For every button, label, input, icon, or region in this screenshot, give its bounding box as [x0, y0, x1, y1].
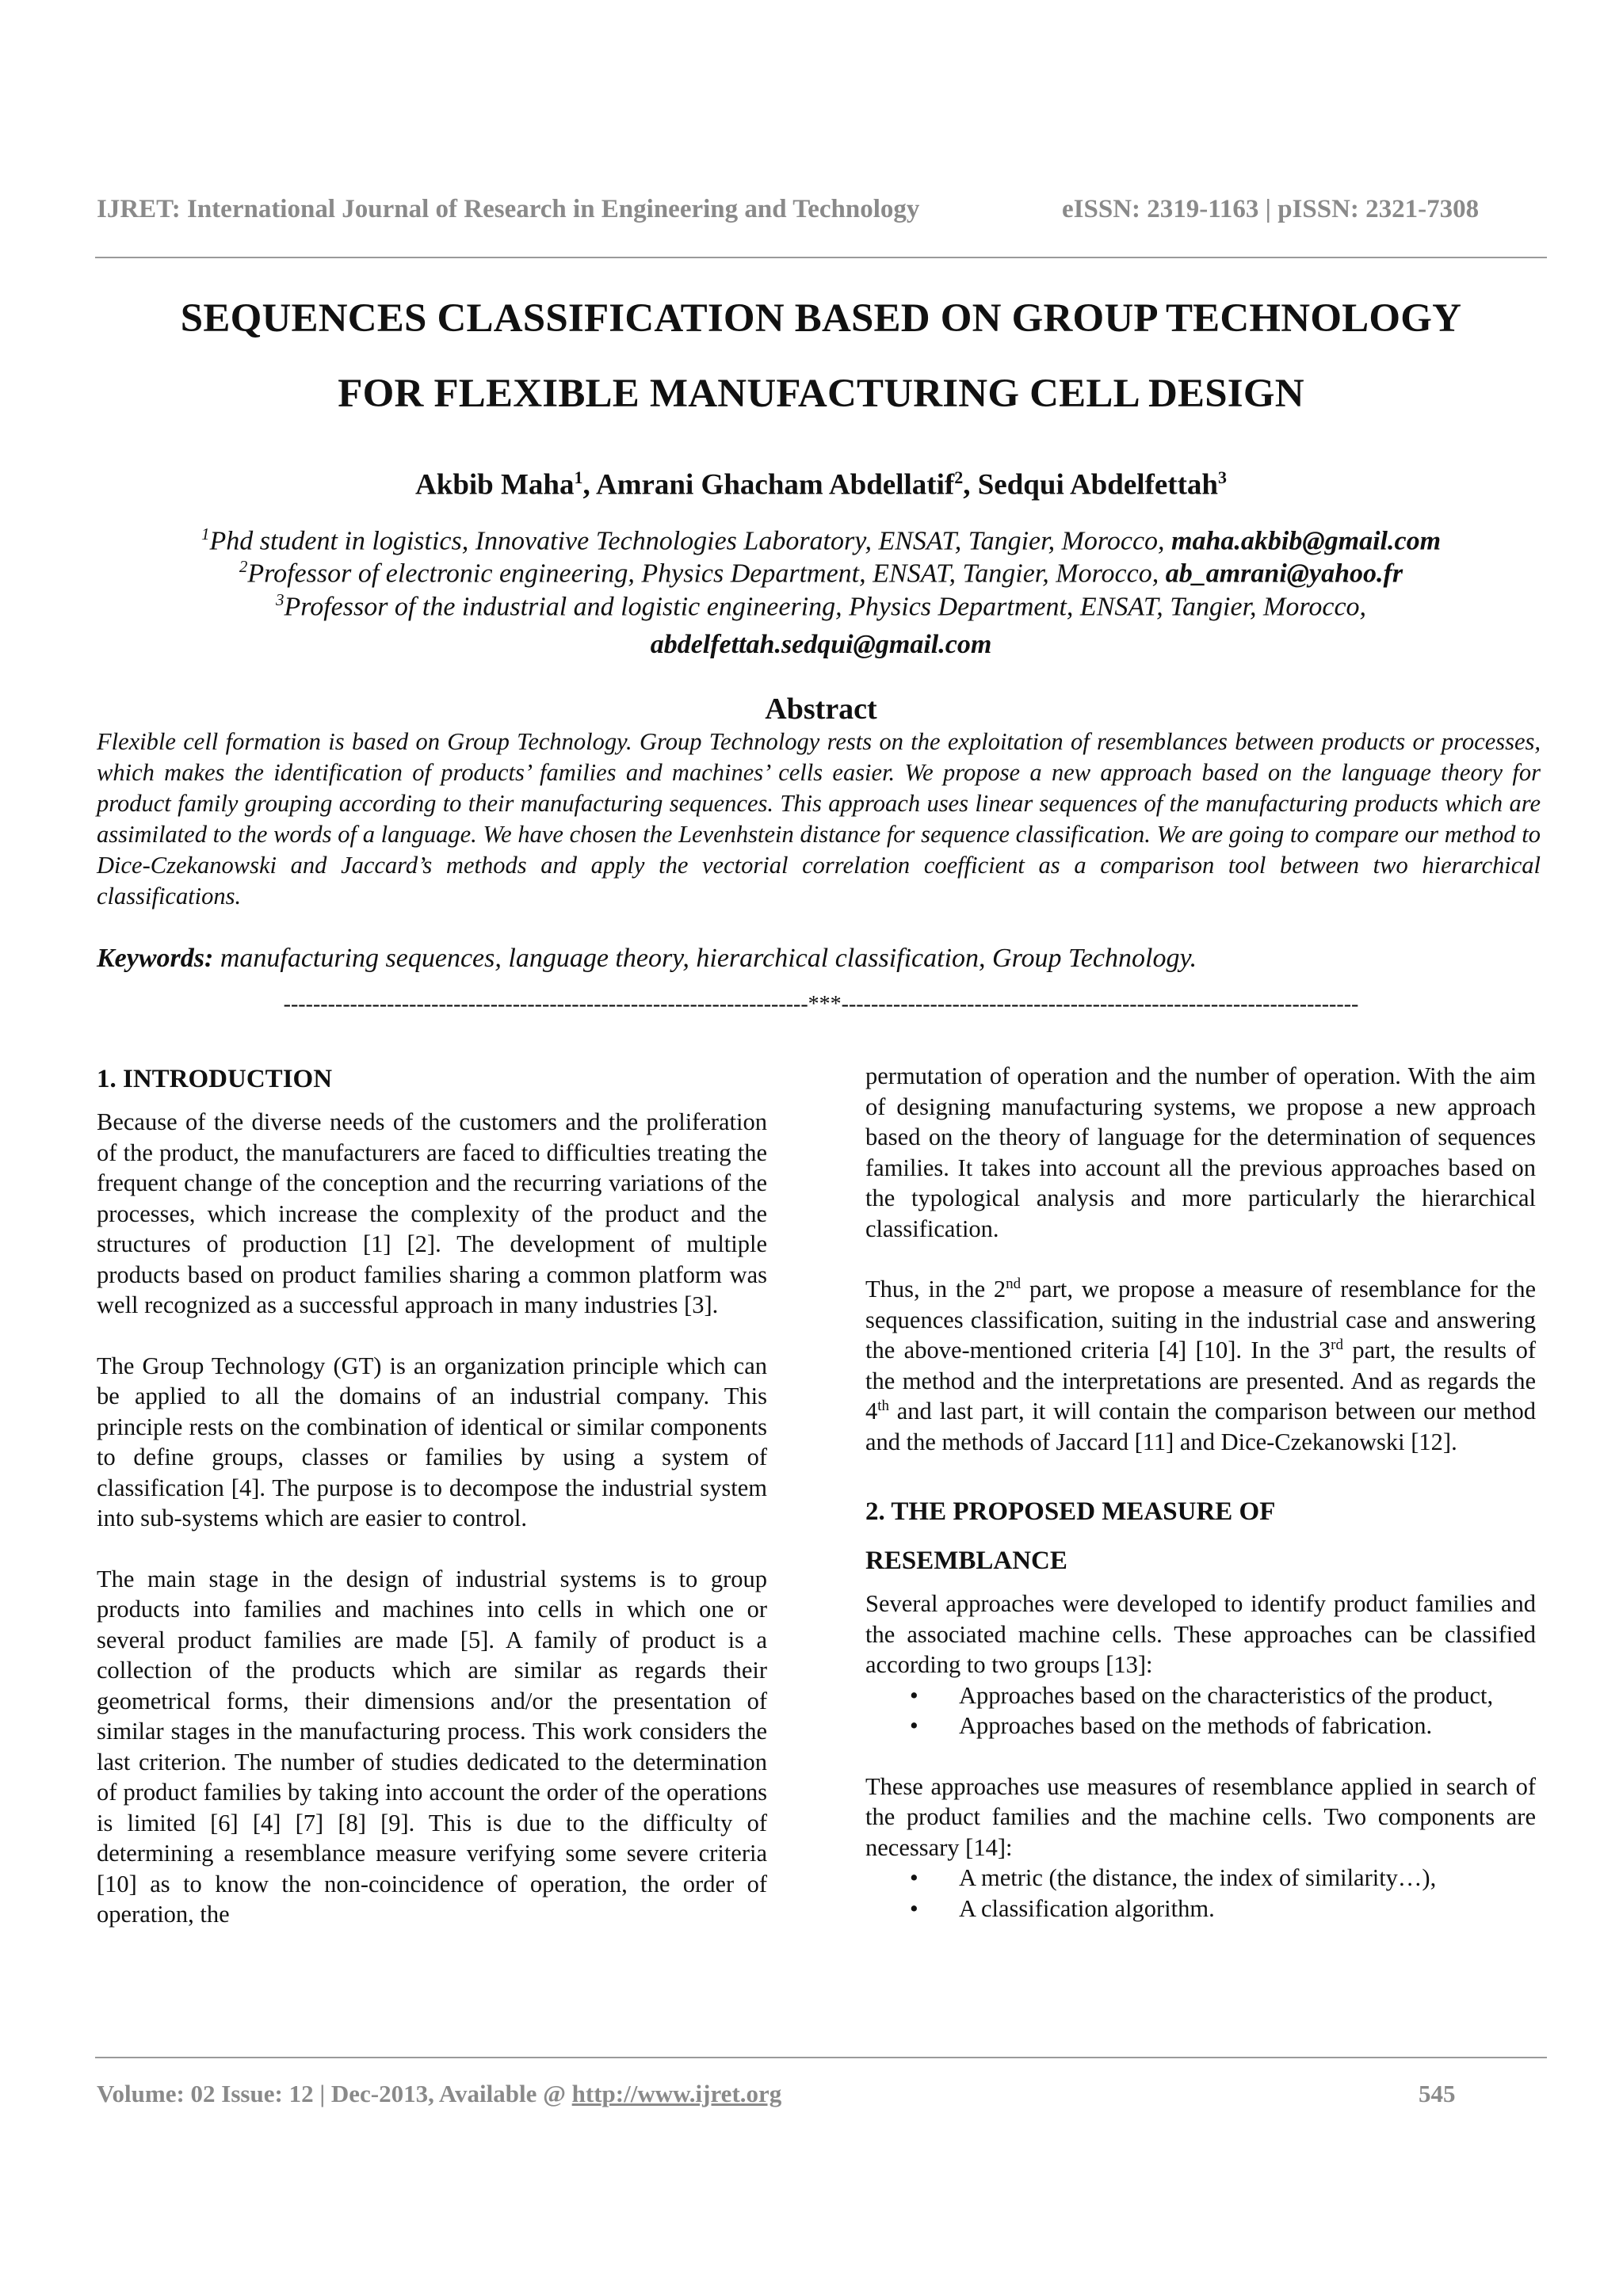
- section-heading-2-line-1: 2. THE PROPOSED MEASURE OF: [865, 1497, 1276, 1526]
- paragraph: [865, 1274, 1536, 1457]
- bullet-icon: •: [910, 1681, 918, 1709]
- list-item: [865, 1894, 1536, 1924]
- footer-volume: [97, 2080, 781, 2108]
- keywords: [97, 944, 1197, 974]
- list-item-text: A classification algorithm.: [959, 1894, 1215, 1922]
- bullet-list: [865, 1863, 1536, 1924]
- affiliation-sup: 3: [275, 590, 285, 609]
- right-column: [865, 1061, 1536, 1954]
- affiliation-text: Professor of the industrial and logistic engineering, Physics Department, ENSAT, Tangier, Morocco,: [284, 592, 1367, 622]
- paper-title-line-2: FOR FLEXIBLE MANUFACTURING CELL DESIGN: [338, 372, 1304, 416]
- list-item-text: Approaches based on the methods of fabrication.: [959, 1712, 1433, 1739]
- author-separator: ,: [963, 468, 978, 502]
- journal-url-link[interactable]: http://www.ijret.org: [571, 2080, 782, 2107]
- paragraph: permutation of operation and the number of operation. With the aim of designing manufacturing systems, we propose a new approach based on the theory of language for the determination of sequences families. It takes into account all the previous approaches based on the typological analysis and more particularly the hierarchical classification.: [865, 1062, 1536, 1242]
- author-sup: 3: [1217, 467, 1227, 487]
- paragraph: These approaches use measures of resemblance applied in search of the product families and the machine cells. Two components are necessary [14]:: [865, 1772, 1536, 1861]
- paragraph: The main stage in the design of industrial systems is to group products into families and machines into cells in which one or several product families are made [5]. A family of product is a collection of the products which are similar as regards their geometrical forms, their dimensions and/or the presentation of similar stages in the manufacturing process. This work considers the last criterion. The number of studies dedicated to the determination of product families by taking into account the order of the operations is limited [6] [4] [7] [8] [9]. This is due to the difficulty of determining a resemblance measure verifying some severe criteria [10] as to know the non-coincidence of operation, the order of operation, the: [97, 1565, 767, 1928]
- page-number: 545: [1419, 2080, 1456, 2107]
- author-name: Sedqui Abdelfettah: [977, 468, 1218, 502]
- keywords-text: manufacturing sequences, language theory, hierarchical classification, Group Technology.: [213, 944, 1197, 973]
- section-heading-2-line-2: RESEMBLANCE: [865, 1547, 1067, 1575]
- paragraph: The Group Technology (GT) is an organization principle which can be applied to all the domains of an industrial company. This principle rests on the combination of identical or similar components to define groups, classes or families by using a system of classification [4]. The purpose is to decompose the industrial system into sub-systems which are easier to control.: [97, 1352, 767, 1531]
- email-link[interactable]: abdelfettah.sedqui@gmail.com: [650, 630, 992, 659]
- paper-title-line-1: SEQUENCES CLASSIFICATION BASED ON GROUP TECHNOLOGY: [180, 296, 1462, 341]
- bullet-icon: •: [910, 1894, 918, 1922]
- ordinal-sup: nd: [1006, 1275, 1022, 1292]
- affiliation-sup: 2: [239, 557, 248, 576]
- email-link[interactable]: maha.akbib@gmail.com: [1171, 526, 1442, 556]
- author-name: Akbib Maha: [415, 468, 575, 502]
- list-item: [865, 1863, 1536, 1894]
- text-run: part, we propose a measure of resemblance for the sequences classification, suiting in the industrial case and answering the above-mentioned criteria [4] [10]. In the 3: [865, 1276, 1536, 1363]
- footer-rule: [95, 2057, 1547, 2058]
- ordinal-sup: th: [877, 1397, 890, 1414]
- author-name: Amrani Ghacham Abdellatif: [595, 468, 955, 502]
- paragraph: Because of the diverse needs of the customers and the proliferation of the product, the manufacturers are faced to difficulties treating the frequent change of the conception and the recurring variations of the processes, which increase the complexity of the product and the structures of production [1] [2]. The development of multiple products based on product families sharing a common platform was well recognized as a successful approach in many industries [3].: [97, 1108, 767, 1318]
- text-run: Thus, in the 2: [865, 1276, 1006, 1302]
- list-item-text: Approaches based on the characteristics of the product,: [959, 1681, 1494, 1709]
- text-run: and last part, it will contain the comparison between our method and the methods of Jaccard [11] and Dice-Czekanowski [12].: [865, 1398, 1536, 1455]
- list-item: [865, 1711, 1536, 1741]
- keywords-label: Keywords:: [97, 944, 214, 973]
- author-sup: 1: [574, 467, 583, 487]
- abstract-heading: Abstract: [765, 692, 877, 726]
- section-heading-introduction: 1. INTRODUCTION: [97, 1065, 333, 1093]
- bullet-icon: •: [910, 1712, 918, 1739]
- section-separator: -----------------------------------------------------------------------***----------------------------------------------------------------------: [283, 992, 1359, 1016]
- affiliation-2: [95, 557, 1547, 589]
- ordinal-sup: rd: [1331, 1336, 1343, 1353]
- affiliation-1: [95, 524, 1547, 556]
- list-item-text: A metric (the distance, the index of similarity…),: [959, 1864, 1437, 1891]
- left-column: [97, 1055, 767, 1960]
- affiliation-sup: 1: [200, 524, 210, 543]
- footer-volume-text: Volume: 02 Issue: 12 | Dec-2013, Available @: [97, 2080, 572, 2107]
- affiliation-3: [95, 590, 1547, 622]
- paragraph: Several approaches were developed to identify product families and the associated machine cells. These approaches can be classified according to two groups [13]:: [865, 1590, 1536, 1678]
- abstract-text: Flexible cell formation is based on Group Technology. Group Technology rests on the exploitation of resemblances between products or processes, which makes the identification of products’ families and machines’ cells easier. We propose a new approach based on the language theory for product family grouping according to their manufacturing sequences. This approach uses linear sequences of the manufacturing products which are assimilated to the words of a language. We have chosen the Levenhstein distance for sequence classification. We are going to compare our method to Dice-Czekanowski and Jaccard’s methods and apply the vectorial correlation coefficient as a comparison tool between two hierarchical classifications.: [97, 728, 1541, 910]
- text-run: part, the results of the method and the interpretations are presented. And as regards the 4: [865, 1337, 1537, 1425]
- journal-header: IJRET: International Journal of Research in Engineering and Technology: [97, 195, 920, 223]
- author-list: [95, 467, 1547, 502]
- list-item: [865, 1680, 1536, 1711]
- bullet-list: [865, 1680, 1536, 1741]
- affiliation-text: Professor of electronic engineering, Physics Department, ENSAT, Tangier, Morocco,: [247, 559, 1166, 589]
- header-rule: [95, 257, 1547, 258]
- email-link[interactable]: ab_amrani@yahoo.fr: [1165, 559, 1403, 589]
- issn-header: eISSN: 2319-1163 | pISSN: 2321-7308: [1062, 195, 1480, 223]
- bullet-icon: •: [910, 1864, 918, 1891]
- affiliation-text: Phd student in logistics, Innovative Technologies Laboratory, ENSAT, Tangier, Morocco,: [209, 526, 1172, 556]
- author-sup: 2: [954, 467, 964, 487]
- author-separator: ,: [582, 468, 596, 502]
